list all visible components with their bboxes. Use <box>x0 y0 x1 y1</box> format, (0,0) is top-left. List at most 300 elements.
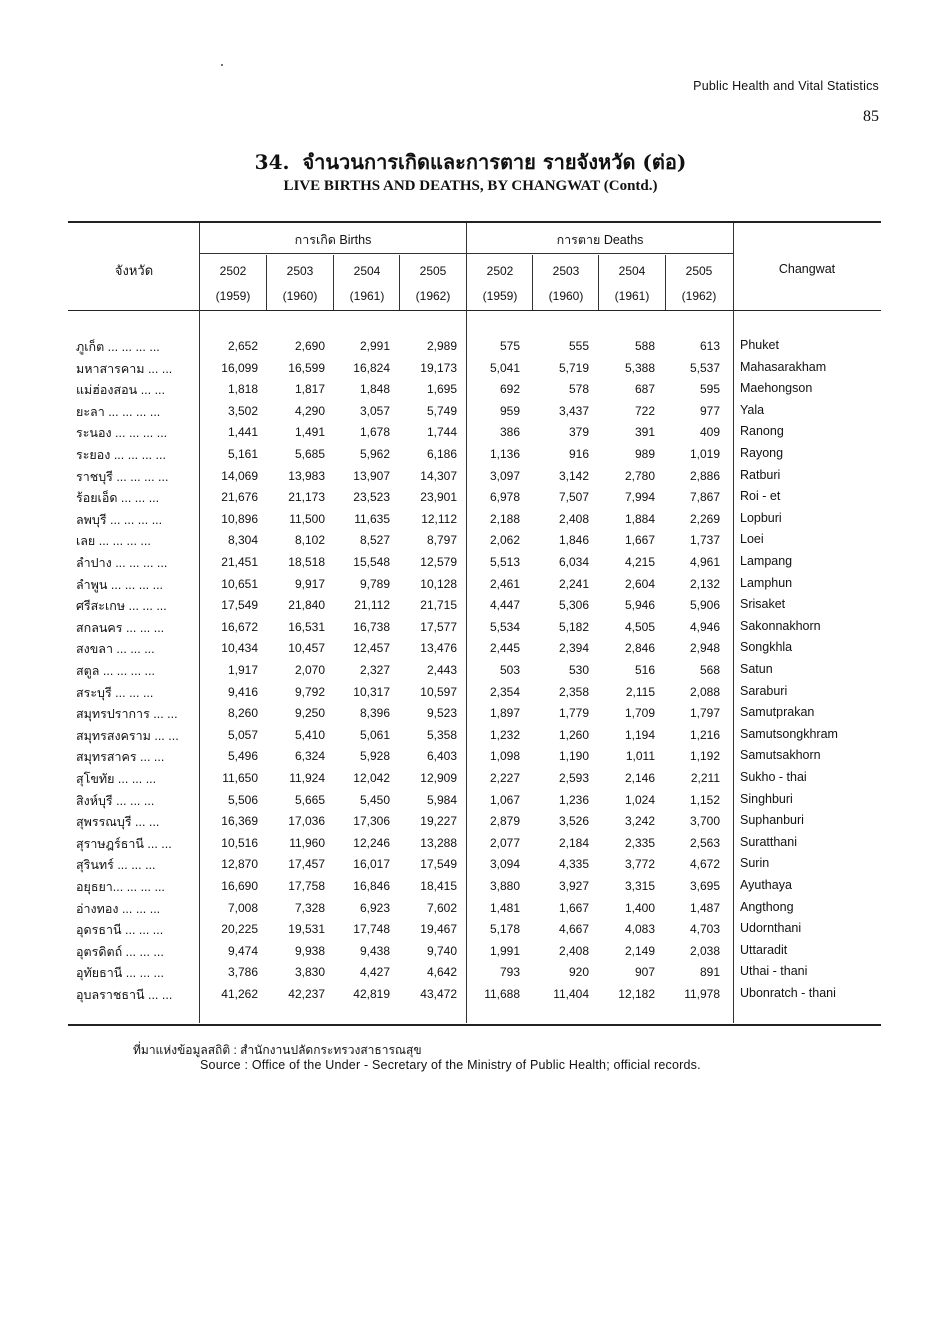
births-cell: 7,602 <box>426 900 457 915</box>
births-cell: 12,579 <box>420 555 457 569</box>
deaths-cell: 5,906 <box>689 598 720 613</box>
deaths-cell: 2,948 <box>689 641 720 656</box>
births-cell: 12,042 <box>353 771 390 785</box>
births-cell: 13,288 <box>420 835 457 850</box>
deaths-cell: 1,152 <box>689 792 720 807</box>
deaths-cell: 3,695 <box>689 879 720 893</box>
births-cell: 17,457 <box>288 857 325 872</box>
deaths-cell: 2,241 <box>558 576 589 591</box>
deaths-cell: 6,034 <box>558 555 589 569</box>
births-cell: 6,186 <box>426 447 457 461</box>
changwat-english: Suphanburi <box>740 813 804 828</box>
deaths-cell: 1,400 <box>624 900 655 915</box>
changwat-thai: สระบุรี ... ... ... <box>76 685 154 700</box>
deaths-cell: 4,083 <box>624 922 655 937</box>
changwat-thai: สมุทรสงคราม ... ... <box>76 728 179 743</box>
changwat-english: Uttaradit <box>740 942 788 957</box>
births-cell: 2,652 <box>227 339 258 353</box>
deaths-cell: 977 <box>699 403 720 418</box>
births-cell: 21,451 <box>221 555 258 569</box>
births-cell: 19,467 <box>420 922 457 937</box>
deaths-cell: 379 <box>568 425 589 440</box>
births-cell: 6,403 <box>426 749 457 764</box>
births-cell: 5,685 <box>294 447 325 461</box>
deaths-cell: 1,192 <box>689 749 720 764</box>
table-row <box>68 963 881 985</box>
deaths-cell: 1,019 <box>689 447 720 461</box>
births-cell: 16,846 <box>353 879 390 893</box>
table-row <box>68 510 881 532</box>
deaths-cell: 6,978 <box>489 490 520 505</box>
births-cell: 12,246 <box>353 835 390 850</box>
deaths-cell: 2,335 <box>624 835 655 850</box>
deaths-cell: 3,097 <box>489 468 520 483</box>
table-row <box>68 359 881 381</box>
deaths-cell: 2,038 <box>689 943 720 958</box>
year-be-header: 2503 <box>552 264 580 278</box>
births-cell: 1,848 <box>359 382 390 397</box>
deaths-cell: 3,927 <box>558 879 589 893</box>
table-row <box>68 596 881 618</box>
deaths-cell: 2,088 <box>689 684 720 699</box>
changwat-english: Suratthani <box>740 834 797 849</box>
births-cell: 8,260 <box>227 706 258 721</box>
changwat-thai: มหาสารคาม ... ... <box>76 361 173 376</box>
births-cell: 16,369 <box>221 814 258 829</box>
births-cell: 1,441 <box>227 425 258 440</box>
births-cell: 17,036 <box>288 814 325 829</box>
births-group-header: การเกิด Births <box>294 233 372 247</box>
deaths-cell: 386 <box>499 425 520 440</box>
births-cell: 15,548 <box>353 555 390 569</box>
deaths-cell: 613 <box>699 339 720 353</box>
year-ce-header: (1962) <box>415 289 451 303</box>
deaths-cell: 7,507 <box>558 490 589 505</box>
deaths-cell: 11,688 <box>484 987 520 1001</box>
changwat-english: Songkhla <box>740 640 793 655</box>
births-cell: 11,960 <box>289 835 325 850</box>
births-cell: 8,102 <box>294 533 325 548</box>
deaths-cell: 2,146 <box>624 771 655 785</box>
changwat-english: Lamphun <box>740 575 793 590</box>
births-cell: 17,577 <box>420 619 457 634</box>
table-row <box>68 834 881 856</box>
births-cell: 4,427 <box>359 965 390 980</box>
deaths-cell: 1,737 <box>689 533 720 548</box>
deaths-cell: 12,182 <box>618 987 655 1001</box>
deaths-cell: 891 <box>699 965 720 980</box>
table-row <box>68 747 881 769</box>
deaths-cell: 2,227 <box>489 771 520 785</box>
births-cell: 12,909 <box>420 771 457 785</box>
table-row <box>68 942 881 964</box>
changwat-english: Surin <box>740 856 770 871</box>
source-thai: ที่มาแห่งข้อมูลสถิติ : สำนักงานปลัดกระทรวงสาธารณสุข <box>133 1043 422 1057</box>
births-cell: 10,457 <box>288 641 325 656</box>
deaths-cell: 4,946 <box>689 619 720 634</box>
deaths-cell: 530 <box>568 663 589 677</box>
table-row <box>68 639 881 661</box>
deaths-cell: 1,067 <box>489 792 520 807</box>
births-cell: 1,817 <box>294 382 325 397</box>
births-cell: 5,984 <box>426 792 457 807</box>
year-ce-header: (1960) <box>548 289 584 303</box>
changwat-english: Mahasarakham <box>740 359 827 374</box>
deaths-cell: 11,978 <box>684 987 720 1001</box>
births-cell: 5,962 <box>359 447 390 461</box>
deaths-group-header: การตาย Deaths <box>556 233 644 247</box>
deaths-cell: 2,408 <box>558 943 589 958</box>
changwat-english: Lampang <box>740 554 793 568</box>
changwat-thai: อุบลราชธานี ... ... <box>76 988 173 1002</box>
births-cell: 3,786 <box>227 965 258 980</box>
births-cell: 1,491 <box>294 425 325 440</box>
deaths-cell: 2,184 <box>558 835 589 850</box>
births-cell: 2,991 <box>359 339 390 353</box>
table-row <box>68 553 881 575</box>
births-cell: 5,161 <box>227 447 258 461</box>
changwat-english: Loei <box>740 532 764 547</box>
year-be-header: 2502 <box>219 264 247 278</box>
deaths-cell: 1,260 <box>558 727 589 742</box>
changwat-thai: สุรินทร์ ... ... ... <box>76 858 156 873</box>
deaths-cell: 2,358 <box>558 684 589 699</box>
deaths-cell: 5,041 <box>489 360 520 375</box>
deaths-cell: 1,194 <box>624 727 655 742</box>
table-row <box>68 769 881 791</box>
births-cell: 10,317 <box>353 684 390 699</box>
table-header-rule <box>68 310 881 311</box>
changwat-english: Yala <box>740 402 765 417</box>
changwat-thai: ราชบุรี ... ... ... ... <box>76 469 169 484</box>
births-cell: 19,227 <box>420 814 457 829</box>
births-cell: 17,748 <box>353 922 390 937</box>
changwat-english: Lopburi <box>740 510 782 525</box>
page-number: 85 <box>863 108 879 125</box>
births-cell: 9,523 <box>426 706 457 721</box>
deaths-cell: 1,897 <box>489 706 520 721</box>
births-cell: 5,928 <box>359 749 390 764</box>
deaths-cell: 1,991 <box>489 943 520 958</box>
changwat-english: Satun <box>740 662 773 676</box>
deaths-cell: 5,537 <box>689 360 720 375</box>
births-cell: 2,070 <box>294 663 325 677</box>
deaths-cell: 1,098 <box>489 749 520 764</box>
births-cell: 41,262 <box>221 987 258 1001</box>
changwat-thai: ระยอง ... ... ... ... <box>76 448 166 462</box>
births-cell: 4,642 <box>426 965 457 980</box>
births-cell: 1,744 <box>426 425 457 440</box>
births-cell: 6,324 <box>294 749 325 764</box>
deaths-cell: 1,216 <box>689 727 720 742</box>
deaths-cell: 1,709 <box>624 706 655 721</box>
changwat-thai: สุโขทัย ... ... ... <box>76 772 157 786</box>
changwat-thai: ลพบุรี ... ... ... ... <box>76 512 163 527</box>
table-row <box>68 920 881 942</box>
changwat-english: Srisaket <box>740 597 786 612</box>
group-header-rule <box>200 253 733 254</box>
births-cell: 12,112 <box>421 511 457 526</box>
deaths-cell: 793 <box>499 965 520 980</box>
births-cell: 14,307 <box>420 468 457 483</box>
births-cell: 43,472 <box>420 987 457 1001</box>
table-bottom-rule <box>68 1024 881 1026</box>
deaths-cell: 916 <box>568 447 589 461</box>
deaths-cell: 2,077 <box>489 835 520 850</box>
deaths-cell: 2,408 <box>558 511 589 526</box>
changwat-english: Samutsongkhram <box>740 726 838 741</box>
deaths-cell: 2,563 <box>689 835 720 850</box>
deaths-cell: 2,269 <box>689 511 720 526</box>
changwat-header-thai: จังหวัด <box>114 263 154 278</box>
table-row <box>68 337 881 359</box>
deaths-cell: 595 <box>699 382 720 397</box>
changwat-english: Samutsakhorn <box>740 748 821 763</box>
deaths-cell: 2,188 <box>489 511 520 526</box>
births-cell: 20,225 <box>221 922 258 937</box>
year-ce-header: (1960) <box>282 289 318 303</box>
deaths-cell: 2,211 <box>690 771 720 785</box>
deaths-cell: 920 <box>568 965 589 980</box>
changwat-thai: สมุทรสาคร ... ... <box>76 750 165 765</box>
deaths-cell: 3,315 <box>624 879 655 893</box>
births-cell: 18,518 <box>288 555 325 569</box>
births-cell: 13,983 <box>288 468 325 483</box>
births-cell: 8,304 <box>227 533 258 548</box>
changwat-english: Singhburi <box>740 791 793 806</box>
deaths-cell: 5,306 <box>558 598 589 613</box>
births-cell: 16,824 <box>353 360 390 375</box>
changwat-thai: แม่ฮ่องสอน ... ... <box>76 383 166 398</box>
deaths-cell: 1,487 <box>689 900 720 915</box>
table-row <box>68 899 881 921</box>
births-cell: 1,818 <box>227 382 258 397</box>
deaths-cell: 409 <box>699 425 720 440</box>
deaths-cell: 4,703 <box>689 922 720 937</box>
year-be-header: 2504 <box>618 264 646 278</box>
deaths-cell: 11,404 <box>553 987 589 1001</box>
births-cell: 11,500 <box>289 511 325 526</box>
births-cell: 23,901 <box>420 490 457 505</box>
births-cell: 2,690 <box>294 339 325 353</box>
deaths-cell: 2,115 <box>625 684 655 699</box>
deaths-cell: 3,094 <box>489 857 520 872</box>
births-cell: 9,917 <box>294 576 325 591</box>
table-row <box>68 877 881 899</box>
deaths-cell: 5,534 <box>489 619 520 634</box>
deaths-cell: 503 <box>499 663 520 677</box>
births-cell: 9,250 <box>294 706 325 721</box>
births-cell: 16,599 <box>288 360 325 375</box>
deaths-cell: 4,667 <box>558 922 589 937</box>
deaths-cell: 2,846 <box>624 641 655 656</box>
deaths-cell: 687 <box>634 382 655 397</box>
table-row <box>68 985 881 1007</box>
births-cell: 7,008 <box>227 900 258 915</box>
births-cell: 10,597 <box>420 684 457 699</box>
deaths-cell: 1,846 <box>558 533 589 548</box>
changwat-english: Rayong <box>740 446 784 460</box>
changwat-thai: อุดรธานี ... ... ... <box>76 923 164 938</box>
births-cell: 5,358 <box>426 727 457 742</box>
deaths-cell: 3,880 <box>489 879 520 893</box>
deaths-cell: 5,719 <box>558 360 589 375</box>
deaths-cell: 568 <box>699 663 720 677</box>
source-english: Source : Office of the Under - Secretary of the Ministry of Public Health; official records. <box>200 1058 701 1072</box>
changwat-thai: ภูเก็ต ... ... ... ... <box>76 340 160 354</box>
table-row <box>68 791 881 813</box>
changwat-thai: ระนอง ... ... ... ... <box>76 426 168 441</box>
births-cell: 2,327 <box>359 663 390 677</box>
births-cell: 17,549 <box>420 857 457 872</box>
changwat-english: Ayuthaya <box>740 878 792 892</box>
changwat-english: Ratburi <box>740 467 781 482</box>
births-cell: 17,306 <box>353 814 390 829</box>
table-row <box>68 488 881 510</box>
table-row <box>68 380 881 402</box>
year-be-header: 2504 <box>353 264 381 278</box>
deaths-cell: 3,526 <box>558 814 589 829</box>
births-cell: 5,749 <box>426 403 457 418</box>
births-cell: 3,057 <box>359 403 390 418</box>
births-cell: 13,476 <box>420 641 457 656</box>
births-cell: 14,069 <box>221 468 258 483</box>
deaths-cell: 3,700 <box>689 814 720 829</box>
changwat-thai: อยุธยา... ... ... ... <box>76 880 165 894</box>
deaths-cell: 1,779 <box>558 706 589 721</box>
changwat-thai: ร้อยเอ็ด ... ... ... <box>76 491 160 506</box>
births-cell: 7,328 <box>294 900 325 915</box>
deaths-cell: 4,961 <box>689 555 720 569</box>
births-cell: 5,450 <box>359 792 390 807</box>
deaths-cell: 5,513 <box>489 555 520 569</box>
year-be-header: 2505 <box>419 264 447 278</box>
births-cell: 10,651 <box>221 576 258 591</box>
changwat-english: Phuket <box>740 338 779 352</box>
births-cell: 1,678 <box>359 425 390 440</box>
deaths-cell: 3,142 <box>558 468 589 483</box>
table-top-rule <box>68 221 881 223</box>
changwat-thai: สิงห์บุรี ... ... ... <box>76 793 155 808</box>
changwat-english: Ubonratch - thani <box>740 986 836 1000</box>
births-cell: 10,896 <box>221 511 258 526</box>
births-cell: 8,396 <box>359 706 390 721</box>
changwat-english: Angthong <box>740 899 794 914</box>
table-title-english: LIVE BIRTHS AND DEATHS, BY CHANGWAT (Contd.) <box>283 178 658 194</box>
changwat-thai: สมุทรปราการ ... ... <box>76 707 178 722</box>
table-row <box>68 726 881 748</box>
births-cell: 8,527 <box>359 533 390 548</box>
births-cell: 9,740 <box>426 943 457 958</box>
changwat-english: Sakonnakhorn <box>740 618 821 633</box>
year-ce-header: (1961) <box>614 289 650 303</box>
births-cell: 5,057 <box>227 727 258 742</box>
year-ce-header: (1961) <box>349 289 385 303</box>
deaths-cell: 588 <box>634 339 655 353</box>
table-row <box>68 812 881 834</box>
changwat-thai: ลำพูน ... ... ... ... <box>76 577 164 592</box>
deaths-cell: 959 <box>499 403 520 418</box>
year-be-header: 2505 <box>685 264 713 278</box>
table-row <box>68 402 881 424</box>
births-cell: 5,496 <box>227 749 258 764</box>
births-cell: 6,923 <box>359 900 390 915</box>
table-row <box>68 445 881 467</box>
births-cell: 2,443 <box>426 663 457 677</box>
births-cell: 10,128 <box>420 576 457 591</box>
births-cell: 9,789 <box>359 576 390 591</box>
births-cell: 9,792 <box>294 684 325 699</box>
births-cell: 5,061 <box>359 727 390 742</box>
deaths-cell: 2,354 <box>489 684 520 699</box>
changwat-thai: อ่างทอง ... ... ... <box>76 901 161 916</box>
deaths-cell: 3,437 <box>558 403 589 418</box>
births-cell: 1,917 <box>227 663 258 677</box>
title-thai-text: จำนวนการเกิดและการตาย รายจังหวัด (ต่อ) <box>302 150 687 174</box>
deaths-cell: 2,879 <box>489 814 520 829</box>
deaths-cell: 1,024 <box>624 792 655 807</box>
births-cell: 18,415 <box>420 879 457 893</box>
deaths-cell: 1,797 <box>689 706 720 721</box>
births-cell: 16,672 <box>221 619 258 634</box>
changwat-english: Ranong <box>740 424 784 439</box>
births-cell: 9,416 <box>227 684 258 699</box>
births-cell: 5,506 <box>227 792 258 807</box>
births-cell: 23,523 <box>353 490 390 505</box>
births-cell: 9,438 <box>359 943 390 958</box>
births-cell: 42,237 <box>288 987 325 1001</box>
changwat-header-english: Changwat <box>778 262 836 276</box>
changwat-thai: สุพรรณบุรี ... ... <box>76 815 160 830</box>
births-cell: 5,410 <box>294 727 325 742</box>
deaths-cell: 4,447 <box>489 598 520 613</box>
deaths-cell: 2,461 <box>489 576 520 591</box>
changwat-thai: ลำปาง ... ... ... ... <box>76 556 168 570</box>
deaths-cell: 578 <box>568 382 589 397</box>
deaths-cell: 2,062 <box>489 533 520 548</box>
running-head: Public Health and Vital Statistics <box>693 79 879 93</box>
births-cell: 5,665 <box>294 792 325 807</box>
births-cell: 21,676 <box>221 490 258 505</box>
table-row <box>68 531 881 553</box>
births-cell: 13,907 <box>353 468 390 483</box>
table-number: 34. <box>254 150 290 174</box>
births-cell: 19,173 <box>420 360 457 375</box>
deaths-cell: 2,604 <box>624 576 655 591</box>
births-cell: 10,516 <box>221 835 258 850</box>
deaths-cell: 555 <box>568 339 589 353</box>
births-cell: 12,870 <box>221 857 258 872</box>
table-row <box>68 423 881 445</box>
table-row <box>68 704 881 726</box>
deaths-cell: 7,994 <box>624 490 655 505</box>
table-row <box>68 467 881 489</box>
changwat-english: Maehongson <box>740 381 813 396</box>
births-cell: 21,173 <box>288 490 325 505</box>
deaths-cell: 1,667 <box>558 900 589 915</box>
deaths-cell: 1,011 <box>625 749 655 764</box>
births-cell: 17,549 <box>221 598 258 613</box>
deaths-cell: 5,946 <box>624 598 655 613</box>
deaths-cell: 391 <box>634 425 655 440</box>
changwat-english: Roi - et <box>740 489 781 504</box>
deaths-cell: 2,445 <box>489 641 520 656</box>
changwat-english: Uthai - thani <box>740 964 808 979</box>
deaths-cell: 5,182 <box>558 619 589 634</box>
deaths-cell: 4,335 <box>558 857 589 872</box>
changwat-thai: ศรีสะเกษ ... ... ... <box>76 599 167 614</box>
table-row <box>68 661 881 683</box>
